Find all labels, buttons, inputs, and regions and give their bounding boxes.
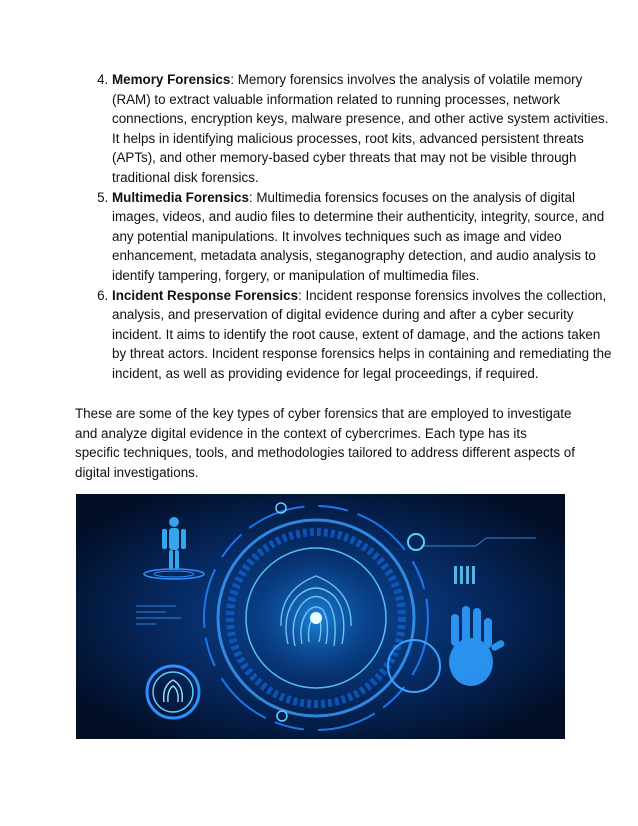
- list-item: [112, 286, 612, 384]
- list-item-text: : Memory forensics involves the analysis of volatile memory (RAM) to extract valuable information related to running processes, network connections, encryption keys, malware presence, and other active system activities. It helps in identifying malicious processes, root kits, advanced persistent threats (APTs), and other memory-based cyber threats that may not be visible through traditional disk forensics.: [112, 72, 609, 185]
- forensics-types-list: [75, 70, 612, 384]
- list-item-text: : Multimedia forensics focuses on the analysis of digital images, videos, and audio files to determine their authenticity, integrity, source, and any potential manipulations. It involves techniques such as image and video enhancement, metadata analysis, steganography detection, and audio analysis to identify tampering, forgery, or manipulation of multimedia files.: [112, 189, 605, 283]
- list-item: [112, 188, 612, 286]
- list-item-text: : Incident response forensics involves the collection, analysis, and preservation of digital evidence during and after a cyber security incident. It aims to identify the root cause, extent of damage, and the actions taken by threat actors. Incident response forensics helps in containing and remediating the incident, as well as providing evidence for legal proceedings, if required.: [112, 287, 612, 381]
- scanner-center-dot: [310, 612, 322, 624]
- list-item: [112, 70, 612, 188]
- cyber-forensics-illustration: [76, 494, 565, 739]
- summary-paragraph: These are some of the key types of cyber forensics that are employed to investigate and analyze digital evidence in the context of cybercrimes. Each type has its specific techniques, tools, and methodologies tailored to address different aspects of digital investigations.: [75, 406, 575, 480]
- list-item-term: Memory Forensics: [112, 72, 231, 87]
- illustration-svg: [76, 494, 565, 739]
- list-item-term: Incident Response Forensics: [112, 287, 299, 303]
- list-item-term: Multimedia Forensics: [112, 189, 249, 205]
